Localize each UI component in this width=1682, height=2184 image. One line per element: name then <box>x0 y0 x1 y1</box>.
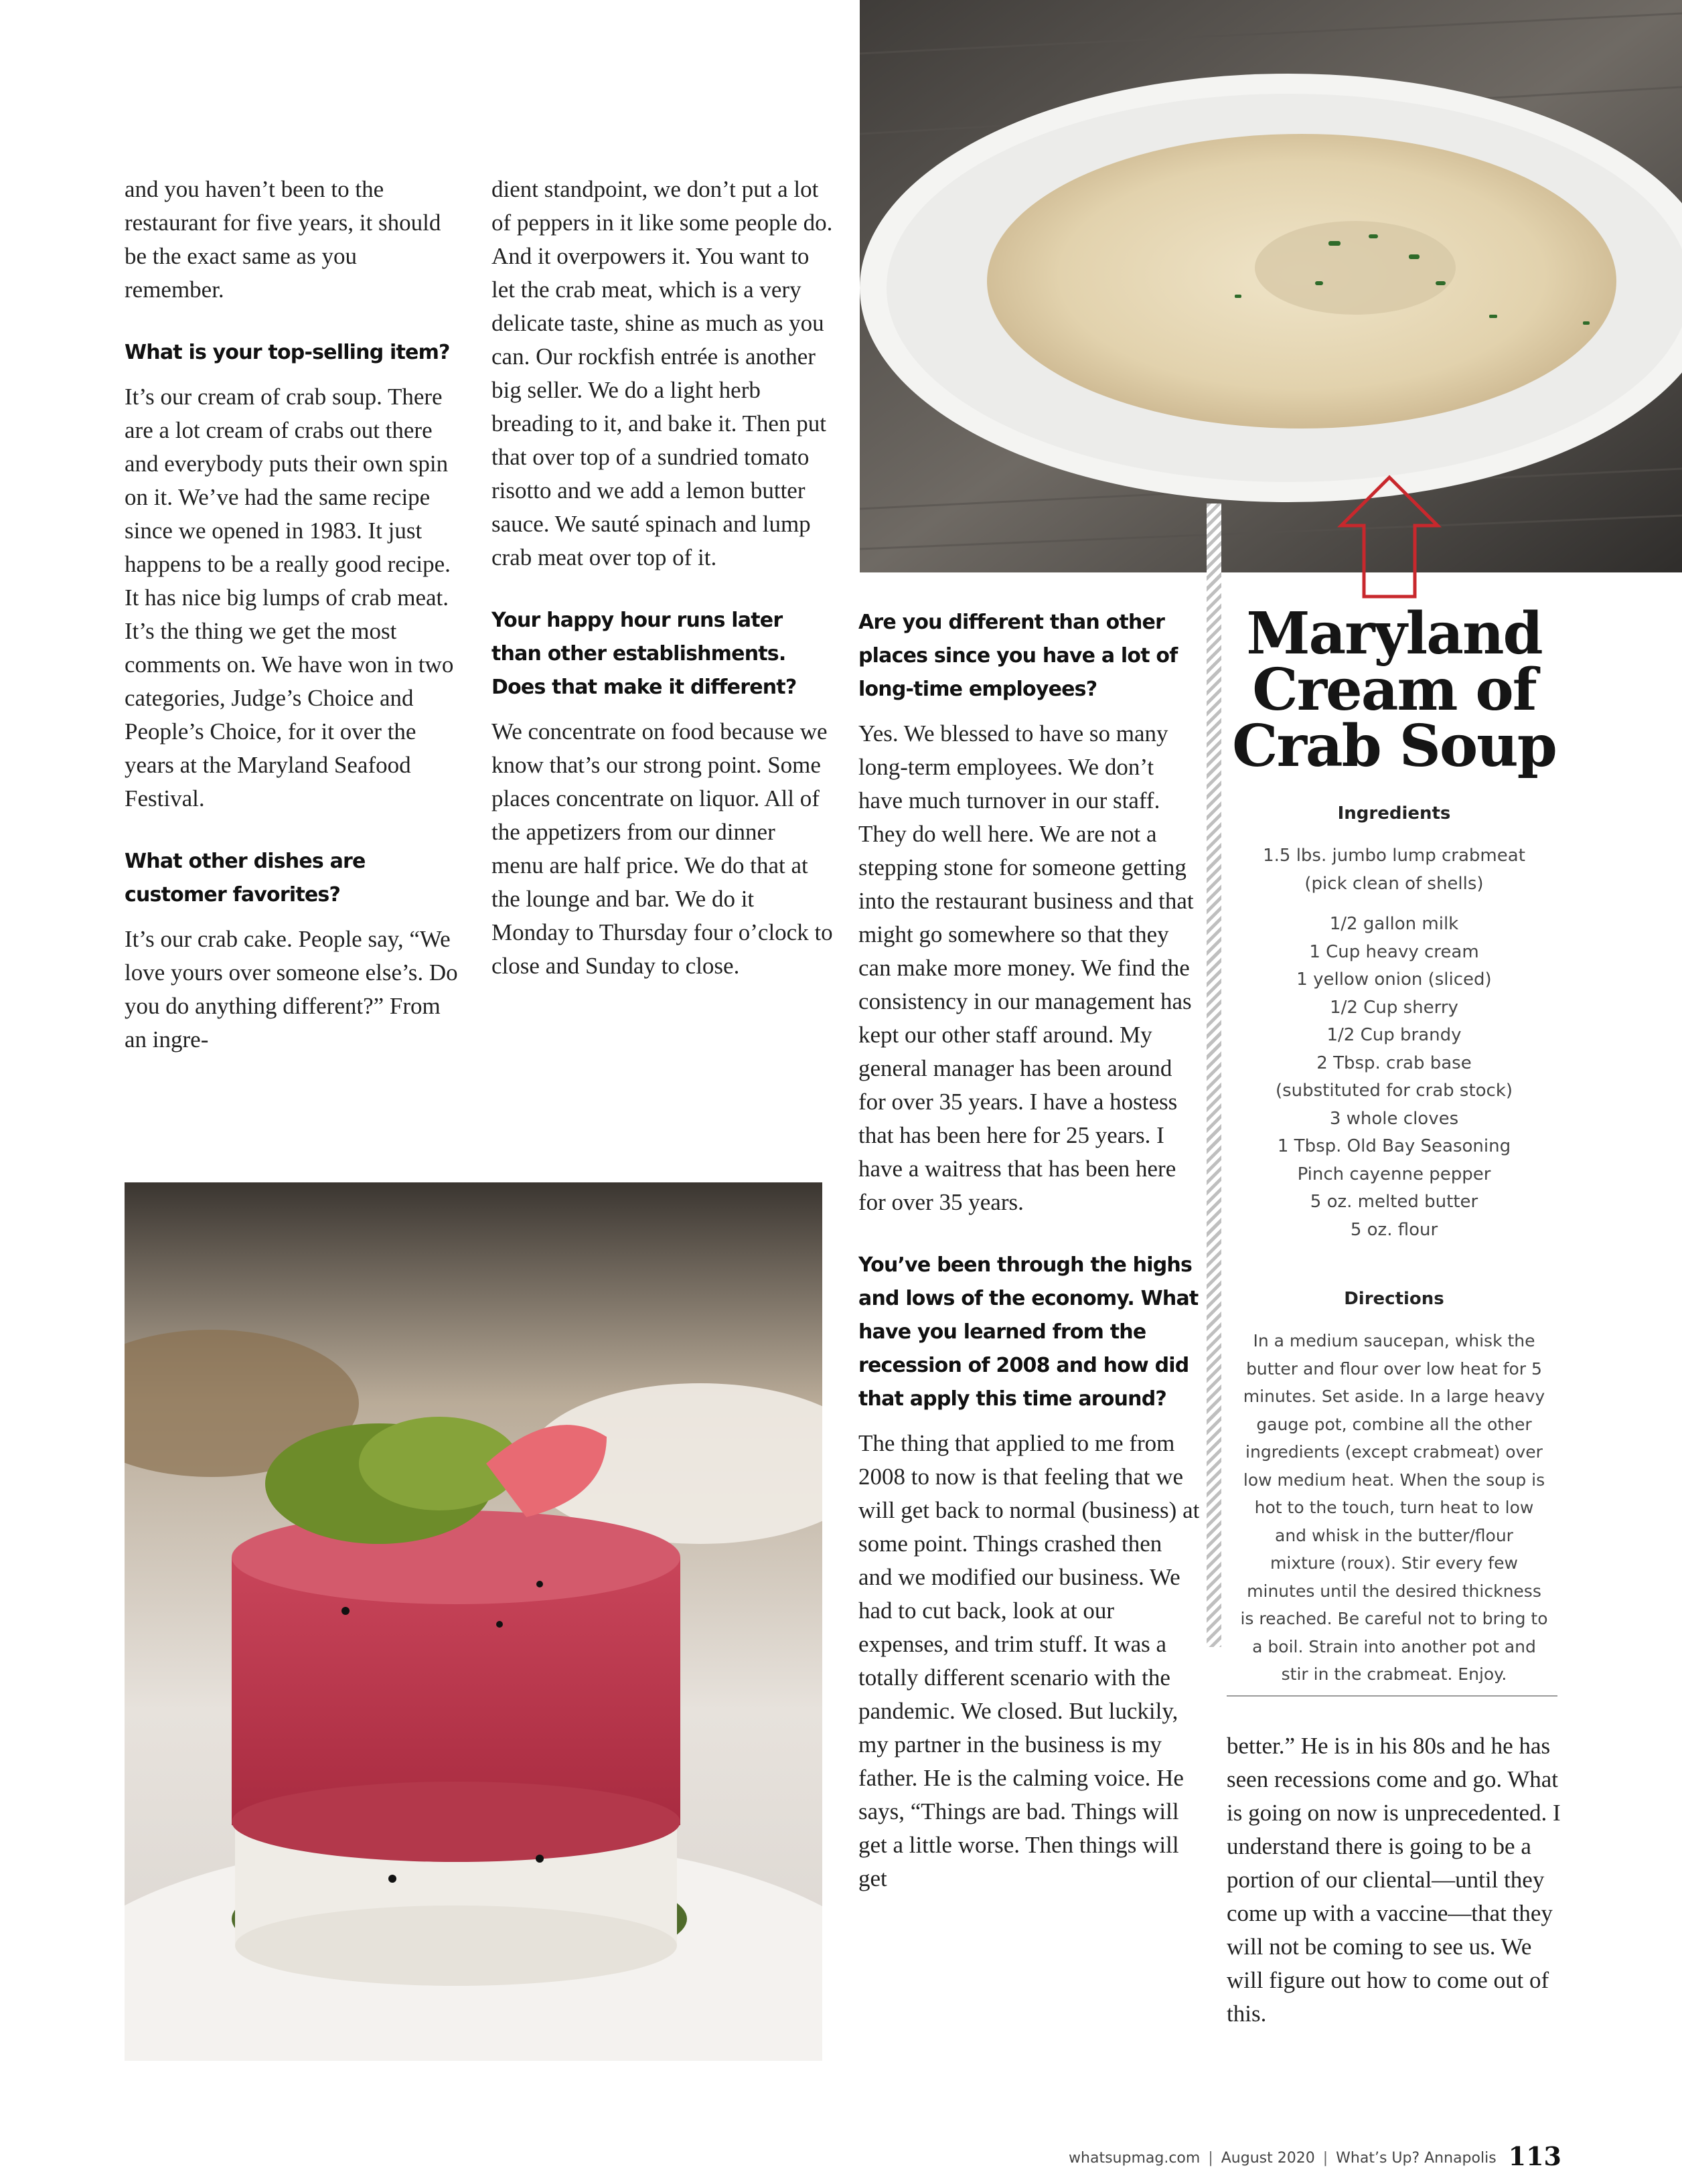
page-number: 113 <box>1508 2141 1561 2171</box>
cream-of-crab-soup-photo <box>860 0 1682 572</box>
hatched-divider <box>1207 503 1221 1647</box>
interview-question: What is your top-selling item? <box>125 341 450 364</box>
footer-publication: What’s Up? Annapolis <box>1336 2150 1497 2167</box>
footer-issue: August 2020 <box>1221 2150 1315 2167</box>
ingredient-item: 2 Tbsp. crab base <box>1316 1052 1472 1073</box>
ingredient-item: (pick clean of shells) <box>1304 873 1484 894</box>
article-paragraph: The thing that applied to me from 2008 to now is that feeling that we will get back to normal (business) at some point. Things crashed then and we modified our business. We had to cut back, look at our expenses, and trim stuff. It was a totally different scenario with the pandemic. We closed. But luckily, my partner in the business is my father. He is the calming voice. He says, “Things are bad. Things will get a little worse. Then things will get <box>858 1430 1200 1891</box>
ingredient-item: 1.5 lbs. jumbo lump crabmeat <box>1263 846 1525 866</box>
recipe-title-line: Crab Soup <box>1232 712 1556 780</box>
interview-question: You’ve been through the highs and lows of the economy. What have you learned from the recession of 2008 and how did that apply this time around? <box>858 1253 1199 1411</box>
article-paragraph: better.” He is in his 80s and he has seen recessions come and go. What is going on now is unprecedented. I understand there is going to be a portion of our cliental—until they come up with a vaccine—that they will not be coming to see us. We will figure out how to come out of this. <box>1227 1733 1561 2027</box>
article-paragraph: It’s our crab cake. People say, “We love yours over someone else’s. Do you do anything different?” From an ingre- <box>125 926 458 1052</box>
interview-question: Are you different than other places since you have a lot of long-time employees? <box>858 611 1178 701</box>
directions-heading: Directions <box>1344 1289 1444 1309</box>
soup-illustration <box>860 0 1682 572</box>
page-footer: whatsupmag.com | August 2020 | What’s Up? Annapolis 113 <box>1069 2141 1561 2171</box>
ingredient-item: 1/2 gallon milk <box>1329 914 1459 934</box>
ingredient-item: 1 yellow onion (sliced) <box>1296 969 1492 990</box>
article-paragraph: It’s our cream of crab soup. There are a lot cream of crabs out there and everybody puts their own spin on it. We’ve had the same recipe since we opened in 1983. It just happens to be a really good recipe. It has nice big lumps of crab meat. It’s the thing we get the most comments on. We have won in two categories, Judge’s Choice and People’s Choice, for it over the years at the Maryland Seafood Festival. <box>125 384 454 811</box>
footer-site: whatsupmag.com <box>1069 2150 1201 2167</box>
tuna-tartare-photo <box>125 1182 822 2061</box>
ingredient-item: (substituted for crab stock) <box>1275 1081 1513 1101</box>
recipe-title-line: Maryland <box>1246 600 1542 668</box>
article-paragraph: We concentrate on food because we know that’s our strong point. Some places concentrate on liquor. All of the appetizers from our dinner menu are half price. We do that at the lounge and bar. We do it Monday to Thursday four o’clock to close and Sunday to close. <box>491 718 833 979</box>
article-column-4 <box>1227 1729 1561 2060</box>
ingredient-item: 5 oz. melted butter <box>1310 1192 1478 1212</box>
article-column-3 <box>858 606 1200 1925</box>
article-paragraph: and you haven’t been to the restaurant for five years, it should be the exact same as you remember. <box>125 176 441 303</box>
article-column-1 <box>125 173 459 1086</box>
sidebar-divider <box>1227 1695 1557 1697</box>
ingredient-item: 5 oz. flour <box>1350 1219 1438 1240</box>
ingredient-item: 1 Cup heavy cream <box>1309 941 1479 962</box>
ingredient-item: Pinch cayenne pepper <box>1297 1164 1491 1184</box>
ingredient-item: 1/2 Cup sherry <box>1330 997 1458 1018</box>
tuna-illustration <box>125 1182 822 2061</box>
ingredients-list <box>1227 842 1561 1244</box>
interview-question: Your happy hour runs later than other establishments. Does that make it different? <box>491 609 797 699</box>
ingredient-item: 1/2 Cup brandy <box>1326 1025 1462 1045</box>
directions-text: In a medium saucepan, whisk the butter and flour over low heat for 5 minutes. Set aside. In a large heavy gauge pot, combine all the other ingredients (except crabmeat) over low medium heat. When the soup is hot to the touch, turn heat to low and whisk in the butter/flour mixture (roux). Stir every few minutes until the desired thickness is reached. Be careful not to bring to a boil. Strain into another pot and stir in the crabmeat. Enjoy. <box>1240 1331 1548 1684</box>
up-arrow-icon <box>1336 473 1443 601</box>
interview-question: What other dishes are customer favorites? <box>125 850 366 907</box>
article-paragraph: dient standpoint, we don’t put a lot of peppers in it like some people do. And it overpowers it. You want to let the crab meat, which is a very delicate taste, shine as much as you can. Our rockfish entrée is another big seller. We do a light herb breading to it, and bake it. Then put that over top of a sundried tomato risotto and we add a lemon butter sauce. We sauté spinach and lump crab meat over top of it. <box>491 176 833 570</box>
recipe-title-line: Cream of <box>1252 656 1536 724</box>
article-paragraph: Yes. We blessed to have so many long-term employees. We don’t have much turnover in our staff. They do well here. We are not a stepping stone for someone getting into the restaurant business and that might go somewhere so that they can make more money. We find the consistency in our management has kept our other staff around. My general manager has been around for over 35 years. I have a hostess that has been here for 25 years. I have a waitress that has been here for over 35 years. <box>858 720 1194 1215</box>
article-column-2 <box>491 173 833 1012</box>
ingredient-item: 3 whole cloves <box>1329 1108 1459 1129</box>
ingredients-heading: Ingredients <box>1337 803 1451 824</box>
recipe-title <box>1227 600 1561 780</box>
ingredient-item: 1 Tbsp. Old Bay Seasoning <box>1277 1136 1511 1156</box>
